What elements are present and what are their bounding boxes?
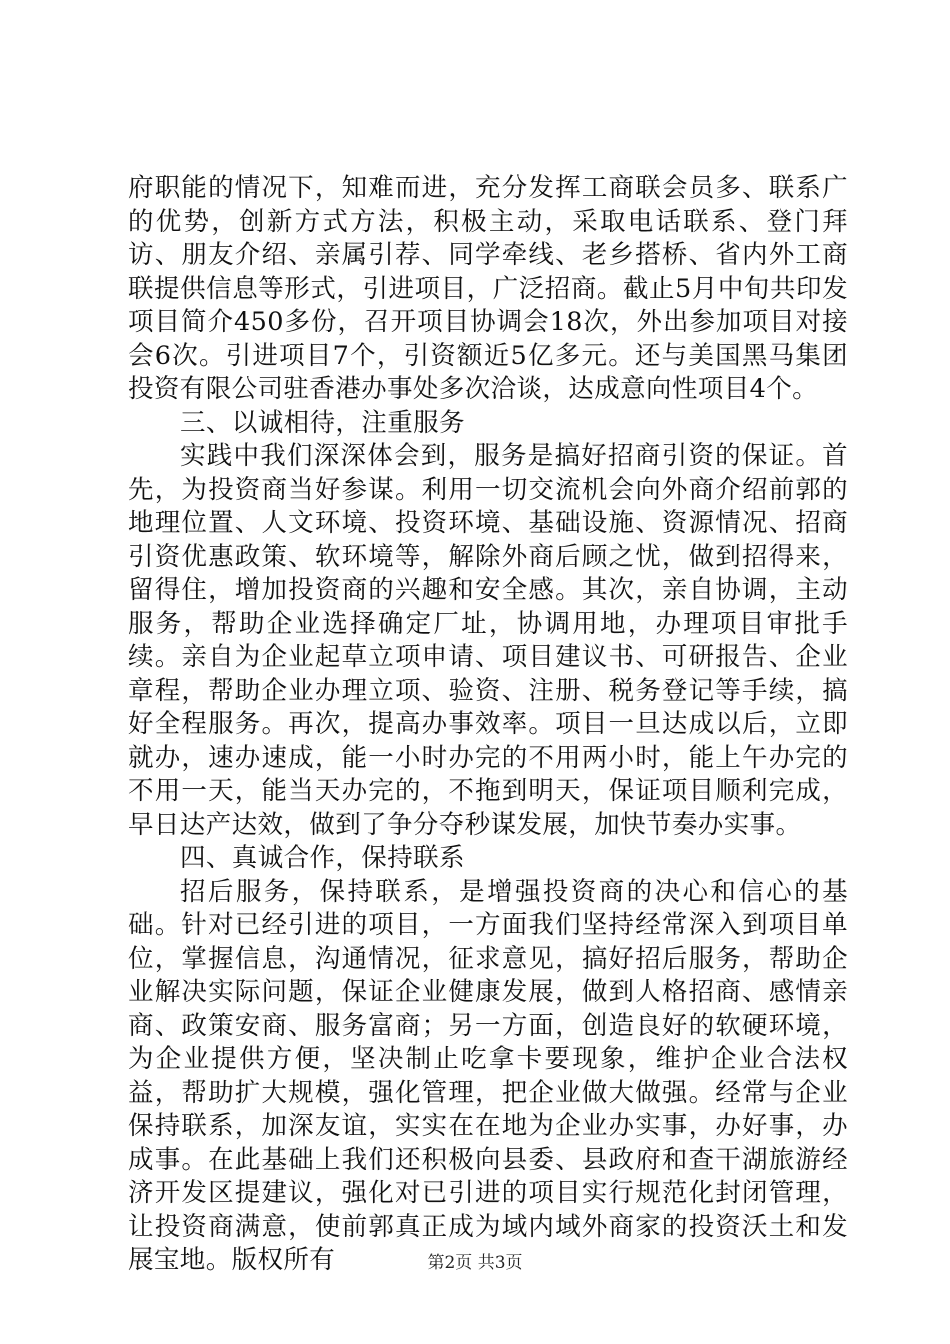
paragraph-cooperation: 招后服务，保持联系，是增强投资商的决心和信心的基础。针对已经引进的项目，一方面我们坚持经常深入到项目单位，掌握信息，沟通情况，征求意见，搞好招后服务，帮助企业解决实际问题，保证企业健康发展，做到人格招商、感情亲商、政策安商、服务富商；另一方面，创造良好的软硬环境，为企业提供方便，坚决制止吃拿卡要现象，维护企业合法权益，帮助扩大规模，强化管理，把企业做大做强。经常与企业保持联系，加深友谊，实实在在地为企业办实事，办好事，办成事。在此基础上我们还积极向县委、县政府和查干湖旅游经济开发区提建议，强化对已引进的项目实行规范化封闭管理，让投资商满意，使前郭真正成为域内域外商家的投资沃土和发展宝地。版权所有 [128,876,848,1275]
paragraph-service: 实践中我们深深体会到，服务是搞好招商引资的保证。首先，为投资商当好参谋。利用一切交流机会向外商介绍前郭的地理位置、人文环境、投资环境、基础设施、资源情况、招商引资优惠政策、软环境等，解除外商后顾之忧，做到招得来，留得住，增加投资商的兴趣和安全感。其次，亲自协调，主动服务，帮助企业选择确定厂址，协调用地，办理项目审批手续。亲自为企业起草立项申请、项目建议书、可研报告、企业章程，帮助企业办理立项、验资、注册、税务登记等手续，搞好全程服务。再次，提高办事效率。项目一旦达成以后，立即就办，速办速成，能一小时办完的不用两小时，能上午办完的不用一天，能当天办完的，不拖到明天，保证项目顺利完成，早日达产达效，做到了争分夺秒谋发展，加快节奏办实事。 [128,441,848,840]
document-body [128,172,848,1278]
section-heading-3: 三、以诚相待，注重服务 [180,407,465,438]
page-footer: 第2页 共3页 [427,1253,523,1273]
section-heading-4: 四、真诚合作，保持联系 [180,843,465,873]
paragraph-continuation: 府职能的情况下，知难而进，充分发挥工商联会员多、联系广的优势，创新方式方法，积极主动，采取电话联系、登门拜访、朋友介绍、亲属引荐、同学牵线、老乡搭桥、省内外工商联提供信息等形式，引进项目，广泛招商。截止5月中旬共印发项目简介450多份，召开项目协调会18次，外出参加项目对接会6次。引进项目7个，引资额近5亿多元。还与美国黑马集团投资有限公司驻香港办事处多次洽谈，达成意向性项目4个。 [128,173,848,404]
